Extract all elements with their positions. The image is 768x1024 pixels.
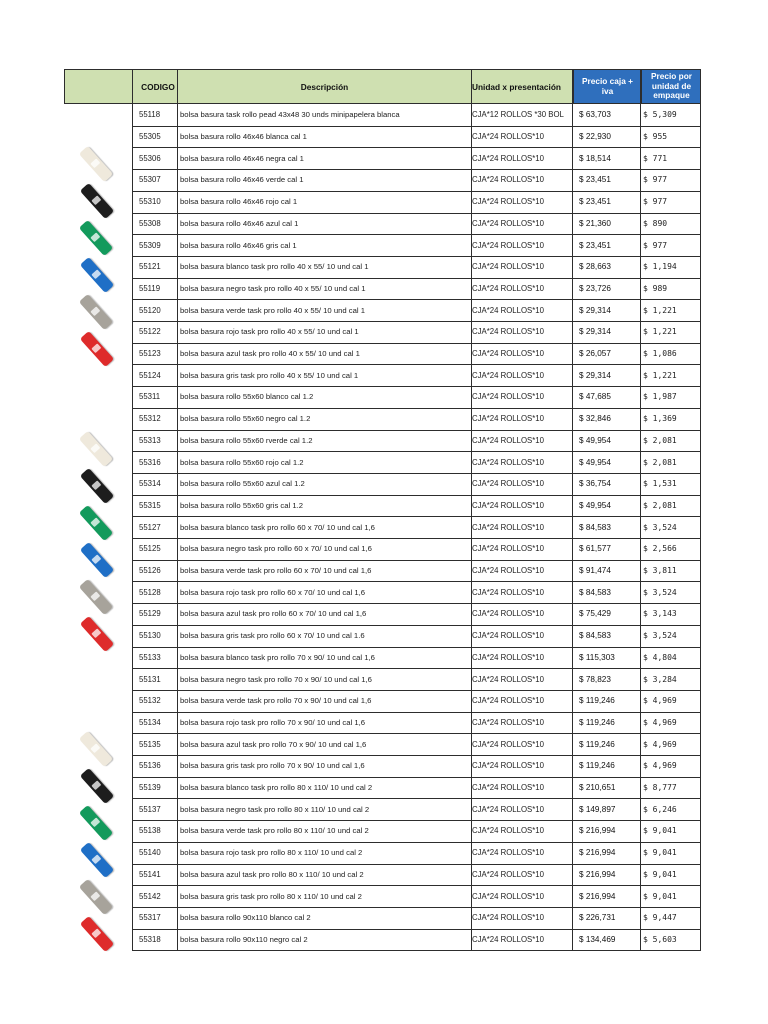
cell-unidad: CJA*24 ROLLOS*10: [472, 283, 544, 293]
cell-precio-unidad: $ 5,603: [643, 934, 677, 944]
cell-descripcion: bolsa basura negro task pro rollo 40 x 55/ 10 und cal 1: [180, 283, 366, 293]
cell-precio-unidad: $ 3,524: [643, 631, 677, 641]
cell-precio-caja: $ 119,246: [579, 717, 615, 727]
cell-unidad: CJA*24 ROLLOS*10: [472, 717, 544, 727]
cell-unidad: CJA*24 ROLLOS*10: [472, 652, 544, 662]
cell-precio-caja: $ 216,994: [579, 891, 616, 901]
trash-bag-roll-icon: [80, 842, 114, 878]
cell-codigo: 55133: [139, 652, 161, 662]
cell-codigo: 55134: [139, 717, 161, 727]
cell-descripcion: bolsa basura rojo task pro rollo 60 x 70/ 10 und cal 1,6: [180, 587, 366, 597]
cell-descripcion: bolsa basura rollo 90x110 negro cal 2: [180, 934, 308, 944]
cell-descripcion: bolsa basura rollo 55x60 negro cal 1.2: [180, 414, 311, 424]
cell-codigo: 55142: [139, 891, 161, 901]
cell-unidad: CJA*24 ROLLOS*10: [472, 826, 544, 836]
cell-codigo: 55312: [139, 414, 161, 424]
trash-bag-roll-icon: [79, 805, 113, 841]
cell-precio-unidad: $ 955: [643, 132, 668, 142]
cell-precio-caja: $ 216,994: [579, 826, 616, 836]
product-rolls-image: [74, 430, 130, 665]
cell-descripcion: bolsa basura negro task pro rollo 60 x 70/ 10 und cal 1,6: [180, 544, 372, 554]
product-rolls-image: [74, 145, 130, 380]
cell-precio-caja: $ 47,685: [579, 392, 611, 402]
cell-precio-unidad: $ 977: [643, 197, 668, 207]
cell-precio-caja: $ 119,246: [579, 761, 615, 771]
cell-precio-unidad: $ 9,447: [643, 913, 677, 923]
cell-codigo: 55126: [139, 566, 161, 576]
cell-precio-caja: $ 63,703: [579, 110, 611, 120]
grid-line: [132, 69, 133, 950]
cell-unidad: CJA*24 ROLLOS*10: [472, 500, 544, 510]
cell-unidad: CJA*24 ROLLOS*10: [472, 132, 544, 142]
cell-descripcion: bolsa basura gris task pro rollo 70 x 90/ 10 und cal 1,6: [180, 761, 365, 771]
grid-line: [64, 69, 65, 104]
cell-codigo: 55316: [139, 457, 161, 467]
cell-precio-unidad: $ 1,221: [643, 327, 677, 337]
cell-codigo: 55314: [139, 479, 161, 489]
cell-unidad: CJA*24 ROLLOS*10: [472, 414, 544, 424]
cell-descripcion: bolsa basura rojo task pro rollo 40 x 55/ 10 und cal 1: [180, 327, 359, 337]
cell-unidad: CJA*12 ROLLOS *30 BOL: [472, 110, 564, 120]
cell-codigo: 55306: [139, 153, 161, 163]
cell-descripcion: bolsa basura azul task pro rollo 80 x 110/ 10 und cal 2: [180, 869, 364, 879]
table-header: [64, 69, 701, 104]
cell-precio-caja: $ 21,360: [579, 218, 611, 228]
cell-precio-unidad: $ 1,221: [643, 305, 677, 315]
cell-precio-unidad: $ 2,081: [643, 457, 677, 467]
cell-precio-caja: $ 216,994: [579, 848, 616, 858]
cell-precio-unidad: $ 2,081: [643, 435, 677, 445]
cell-unidad: CJA*24 ROLLOS*10: [472, 327, 544, 337]
cell-codigo: 55130: [139, 631, 161, 641]
cell-unidad: CJA*24 ROLLOS*10: [472, 891, 544, 901]
cell-descripcion: bolsa basura verde task pro rollo 70 x 90/ 10 und cal 1,6: [180, 696, 372, 706]
cell-precio-unidad: $ 3,284: [643, 674, 677, 684]
cell-codigo: 55311: [139, 392, 161, 402]
trash-bag-roll-icon: [80, 257, 114, 293]
cell-precio-caja: $ 23,451: [579, 240, 611, 250]
cell-codigo: 55128: [139, 587, 161, 597]
cell-unidad: CJA*24 ROLLOS*10: [472, 869, 544, 879]
cell-unidad: CJA*24 ROLLOS*10: [472, 479, 544, 489]
cell-precio-caja: $ 26,057: [579, 349, 611, 359]
cell-precio-unidad: $ 1,086: [643, 349, 677, 359]
cell-precio-unidad: $ 9,041: [643, 848, 677, 858]
trash-bag-roll-icon: [80, 183, 114, 219]
cell-codigo: 55125: [139, 544, 161, 554]
cell-precio-caja: $ 119,246: [579, 739, 615, 749]
cell-codigo: 55129: [139, 609, 161, 619]
cell-descripcion: bolsa basura rojo task pro rollo 80 x 110/ 10 und cal 2: [180, 848, 363, 858]
cell-unidad: CJA*24 ROLLOS*10: [472, 544, 544, 554]
header-unidad: Unidad x presentación: [472, 81, 561, 92]
cell-precio-caja: $ 134,469: [579, 934, 616, 944]
cell-precio-caja: $ 216,994: [579, 869, 616, 879]
cell-precio-unidad: $ 3,143: [643, 609, 677, 619]
cell-precio-caja: $ 29,314: [579, 327, 611, 337]
cell-descripcion: bolsa basura rojo task pro rollo 70 x 90/ 10 und cal 1,6: [180, 717, 366, 727]
cell-precio-unidad: $ 1,221: [643, 370, 677, 380]
cell-precio-caja: $ 49,954: [579, 435, 611, 445]
cell-unidad: CJA*24 ROLLOS*10: [472, 370, 544, 380]
cell-precio-unidad: $ 4,969: [643, 761, 677, 771]
cell-codigo: 55309: [139, 240, 161, 250]
cell-precio-unidad: $ 1,531: [643, 479, 677, 489]
cell-precio-unidad: $ 1,987: [643, 392, 677, 402]
cell-precio-caja: $ 32,846: [579, 414, 611, 424]
cell-descripcion: bolsa basura rollo 55x60 azul cal 1.2: [180, 479, 305, 489]
cell-codigo: 55140: [139, 848, 161, 858]
cell-codigo: 55136: [139, 761, 161, 771]
cell-precio-unidad: $ 771: [643, 153, 668, 163]
trash-bag-roll-icon: [80, 468, 114, 504]
cell-codigo: 55124: [139, 370, 161, 380]
cell-descripcion: bolsa basura rollo 46x46 blanca cal 1: [180, 132, 307, 142]
cell-precio-unidad: $ 4,969: [643, 717, 677, 727]
cell-codigo: 55308: [139, 218, 161, 228]
trash-bag-roll-icon: [80, 616, 114, 652]
cell-descripcion: bolsa basura gris task pro rollo 60 x 70/ 10 und cal 1.6: [180, 631, 365, 641]
header-precio-unidad: Precio por unidad de empaque: [641, 70, 701, 103]
cell-codigo: 55121: [139, 262, 161, 272]
product-rolls-image: [74, 730, 130, 965]
cell-codigo: 55119: [139, 283, 161, 293]
trash-bag-roll-icon: [79, 294, 113, 330]
cell-precio-caja: $ 84,583: [579, 631, 611, 641]
cell-unidad: CJA*24 ROLLOS*10: [472, 522, 544, 532]
cell-descripcion: bolsa basura blanco task pro rollo 40 x 55/ 10 und cal 1: [180, 262, 369, 272]
cell-descripcion: bolsa basura verde task pro rollo 60 x 70/ 10 und cal 1,6: [180, 566, 372, 576]
header-precio-caja: Precio caja + iva: [573, 70, 641, 103]
cell-descripcion: bolsa basura rollo 55x60 rverde cal 1.2: [180, 435, 313, 445]
cell-precio-caja: $ 91,474: [579, 566, 611, 576]
cell-unidad: CJA*24 ROLLOS*10: [472, 609, 544, 619]
cell-precio-caja: $ 23,451: [579, 197, 611, 207]
cell-codigo: 55318: [139, 934, 161, 944]
cell-precio-unidad: $ 5,309: [643, 110, 677, 120]
cell-unidad: CJA*24 ROLLOS*10: [472, 197, 544, 207]
cell-codigo: 55118: [139, 110, 161, 120]
cell-codigo: 55141: [139, 869, 161, 879]
cell-descripcion: bolsa basura azul task pro rollo 70 x 90/ 10 und cal 1,6: [180, 739, 367, 749]
cell-codigo: 55315: [139, 500, 161, 510]
cell-precio-caja: $ 84,583: [579, 587, 611, 597]
cell-precio-unidad: $ 4,969: [643, 739, 677, 749]
trash-bag-roll-icon: [80, 768, 114, 804]
cell-precio-unidad: $ 3,811: [643, 566, 677, 576]
cell-codigo: 55120: [139, 305, 161, 315]
cell-precio-caja: $ 84,583: [579, 522, 611, 532]
cell-precio-caja: $ 115,303: [579, 652, 615, 662]
cell-precio-unidad: $ 890: [643, 218, 668, 228]
cell-precio-unidad: $ 6,246: [643, 804, 677, 814]
cell-precio-caja: $ 119,246: [579, 696, 615, 706]
cell-precio-unidad: $ 9,041: [643, 826, 677, 836]
cell-descripcion: bolsa basura gris task pro rollo 80 x 110/ 10 und cal 2: [180, 891, 362, 901]
cell-precio-caja: $ 29,314: [579, 305, 611, 315]
cell-descripcion: bolsa basura rollo 46x46 gris cal 1: [180, 240, 297, 250]
cell-unidad: CJA*24 ROLLOS*10: [472, 934, 544, 944]
trash-bag-roll-icon: [79, 146, 113, 182]
cell-precio-caja: $ 18,514: [579, 153, 611, 163]
cell-codigo: 55139: [139, 783, 161, 793]
cell-codigo: 55132: [139, 696, 161, 706]
cell-precio-unidad: $ 989: [643, 283, 668, 293]
cell-codigo: 55122: [139, 327, 161, 337]
cell-descripcion: bolsa basura gris task pro rollo 40 x 55/ 10 und cal 1: [180, 370, 359, 380]
cell-precio-unidad: $ 977: [643, 240, 668, 250]
cell-precio-caja: $ 23,451: [579, 175, 611, 185]
cell-descripcion: bolsa basura negro task pro rollo 70 x 90/ 10 und cal 1,6: [180, 674, 372, 684]
trash-bag-roll-icon: [79, 731, 113, 767]
cell-unidad: CJA*24 ROLLOS*10: [472, 435, 544, 445]
cell-codigo: 55138: [139, 826, 161, 836]
cell-codigo: 55307: [139, 175, 161, 185]
trash-bag-roll-icon: [80, 916, 114, 952]
cell-unidad: CJA*24 ROLLOS*10: [472, 739, 544, 749]
cell-unidad: CJA*24 ROLLOS*10: [472, 175, 544, 185]
cell-codigo: 55123: [139, 349, 161, 359]
row-divider: [132, 950, 701, 951]
cell-unidad: CJA*24 ROLLOS*10: [472, 761, 544, 771]
cell-precio-unidad: $ 2,081: [643, 500, 677, 510]
trash-bag-roll-icon: [80, 542, 114, 578]
cell-codigo: 55127: [139, 522, 161, 532]
cell-unidad: CJA*24 ROLLOS*10: [472, 392, 544, 402]
cell-codigo: 55131: [139, 674, 161, 684]
cell-unidad: CJA*24 ROLLOS*10: [472, 305, 544, 315]
cell-precio-caja: $ 49,954: [579, 500, 611, 510]
cell-unidad: CJA*24 ROLLOS*10: [472, 587, 544, 597]
cell-descripcion: bolsa basura verde task pro rollo 80 x 110/ 10 und cal 2: [180, 826, 369, 836]
cell-unidad: CJA*24 ROLLOS*10: [472, 913, 544, 923]
cell-descripcion: bolsa basura rollo 46x46 rojo cal 1: [180, 197, 298, 207]
cell-precio-unidad: $ 4,969: [643, 696, 677, 706]
cell-descripcion: bolsa basura azul task pro rollo 40 x 55/ 10 und cal 1: [180, 349, 360, 359]
cell-codigo: 55305: [139, 132, 161, 142]
trash-bag-roll-icon: [79, 220, 113, 256]
cell-descripcion: bolsa basura rollo 90x110 blanco cal 2: [180, 913, 311, 923]
cell-precio-unidad: $ 8,777: [643, 783, 677, 793]
cell-codigo: 55313: [139, 435, 161, 445]
header-descripcion: Descripción: [300, 81, 349, 92]
cell-descripcion: bolsa basura verde task pro rollo 40 x 55/ 10 und cal 1: [180, 305, 366, 315]
cell-precio-caja: $ 36,754: [579, 479, 611, 489]
cell-precio-unidad: $ 1,369: [643, 414, 677, 424]
cell-codigo: 55310: [139, 197, 161, 207]
cell-precio-caja: $ 78,823: [579, 674, 611, 684]
cell-unidad: CJA*24 ROLLOS*10: [472, 783, 544, 793]
cell-descripcion: bolsa basura azul task pro rollo 60 x 70/ 10 und cal 1,6: [180, 609, 367, 619]
cell-unidad: CJA*24 ROLLOS*10: [472, 218, 544, 228]
cell-codigo: 55135: [139, 739, 161, 749]
cell-unidad: CJA*24 ROLLOS*10: [472, 566, 544, 576]
cell-unidad: CJA*24 ROLLOS*10: [472, 804, 544, 814]
cell-codigo: 55317: [139, 913, 161, 923]
cell-precio-unidad: $ 3,524: [643, 522, 677, 532]
cell-unidad: CJA*24 ROLLOS*10: [472, 631, 544, 641]
trash-bag-roll-icon: [79, 879, 113, 915]
cell-precio-unidad: $ 4,804: [643, 652, 677, 662]
cell-descripcion: bolsa basura task rollo pead 43x48 30 unds minipapelera blanca: [180, 110, 400, 120]
cell-precio-caja: $ 75,429: [579, 609, 611, 619]
trash-bag-roll-icon: [79, 431, 113, 467]
cell-precio-unidad: $ 3,524: [643, 587, 677, 597]
cell-unidad: CJA*24 ROLLOS*10: [472, 153, 544, 163]
cell-unidad: CJA*24 ROLLOS*10: [472, 696, 544, 706]
cell-unidad: CJA*24 ROLLOS*10: [472, 848, 544, 858]
cell-unidad: CJA*24 ROLLOS*10: [472, 262, 544, 272]
trash-bag-roll-icon: [79, 579, 113, 615]
cell-precio-caja: $ 28,663: [579, 262, 611, 272]
cell-precio-unidad: $ 9,041: [643, 869, 677, 879]
cell-precio-unidad: $ 1,194: [643, 262, 677, 272]
cell-unidad: CJA*24 ROLLOS*10: [472, 457, 544, 467]
cell-precio-caja: $ 61,577: [579, 544, 611, 554]
cell-precio-caja: $ 23,726: [579, 283, 611, 293]
cell-descripcion: bolsa basura rollo 55x60 rojo cal 1.2: [180, 457, 304, 467]
cell-precio-caja: $ 149,897: [579, 804, 616, 814]
cell-descripcion: bolsa basura rollo 55x60 blanco cal 1.2: [180, 392, 314, 402]
cell-precio-caja: $ 49,954: [579, 457, 611, 467]
cell-unidad: CJA*24 ROLLOS*10: [472, 349, 544, 359]
cell-descripcion: bolsa basura rollo 55x60 gris cal 1.2: [180, 500, 304, 510]
cell-precio-caja: $ 22,930: [579, 132, 611, 142]
cell-descripcion: bolsa basura blanco task pro rollo 60 x 70/ 10 und cal 1,6: [180, 522, 375, 532]
header-codigo: CODIGO: [141, 81, 175, 92]
cell-codigo: 55137: [139, 804, 161, 814]
cell-descripcion: bolsa basura blanco task pro rollo 80 x 110/ 10 und cal 2: [180, 783, 373, 793]
cell-precio-unidad: $ 9,041: [643, 891, 677, 901]
cell-descripcion: bolsa basura rollo 46x46 verde cal 1: [180, 175, 304, 185]
cell-precio-caja: $ 210,651: [579, 783, 616, 793]
cell-descripcion: bolsa basura rollo 46x46 negra cal 1: [180, 153, 304, 163]
cell-precio-caja: $ 29,314: [579, 370, 611, 380]
trash-bag-roll-icon: [79, 505, 113, 541]
cell-unidad: CJA*24 ROLLOS*10: [472, 240, 544, 250]
cell-descripcion: bolsa basura blanco task pro rollo 70 x 90/ 10 und cal 1,6: [180, 652, 375, 662]
cell-precio-unidad: $ 977: [643, 175, 668, 185]
cell-descripcion: bolsa basura rollo 46x46 azul cal 1: [180, 218, 299, 228]
cell-unidad: CJA*24 ROLLOS*10: [472, 674, 544, 684]
cell-precio-unidad: $ 2,566: [643, 544, 677, 554]
cell-precio-caja: $ 226,731: [579, 913, 616, 923]
cell-descripcion: bolsa basura negro task pro rollo 80 x 110/ 10 und cal 2: [180, 804, 370, 814]
trash-bag-roll-icon: [80, 331, 114, 367]
